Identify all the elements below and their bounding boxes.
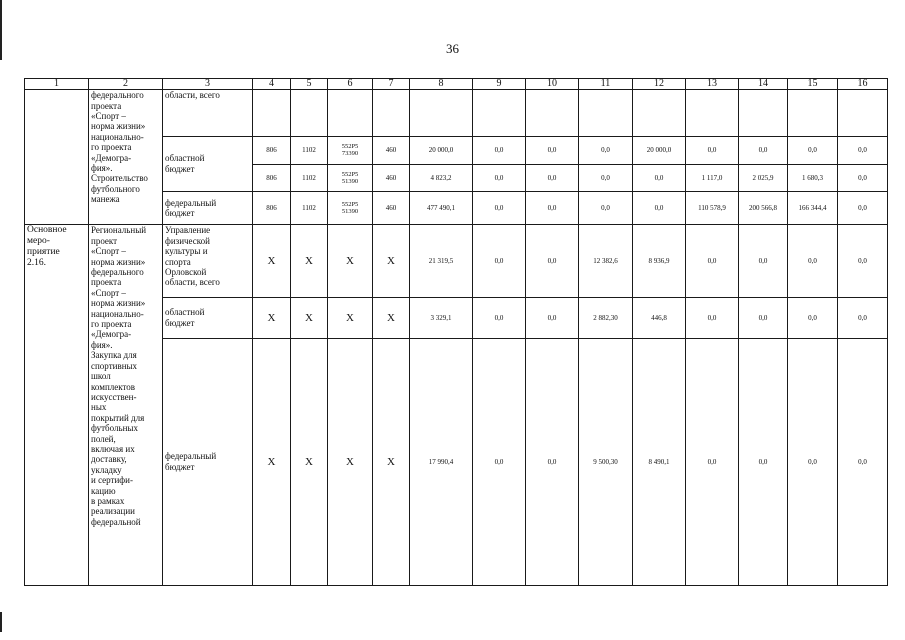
value-cell: 0,0 — [788, 298, 838, 338]
value-cell: Х — [373, 338, 410, 585]
value-cell: Х — [291, 298, 328, 338]
value-cell: 200 566,8 — [739, 192, 788, 225]
value-cell: Х — [253, 298, 291, 338]
value-cell: 12 382,6 — [579, 225, 633, 298]
value-cell: 17 990,4 — [410, 338, 473, 585]
value-cell: 0,0 — [788, 136, 838, 164]
value-cell: 477 490,1 — [410, 192, 473, 225]
value-cell: 0,0 — [838, 225, 888, 298]
value-cell: 0,0 — [686, 225, 739, 298]
value-cell: 0,0 — [473, 338, 526, 585]
value-cell: 552P5 51390 — [328, 192, 373, 225]
value-cell: 460 — [373, 164, 410, 191]
value-cell: 0,0 — [526, 298, 579, 338]
value-cell: 460 — [373, 192, 410, 225]
source-label: областной бюджет — [163, 298, 253, 338]
value-cell: 166 344,4 — [788, 192, 838, 225]
value-cell: 0,0 — [686, 136, 739, 164]
value-cell: 8 936,9 — [633, 225, 686, 298]
value-cell: 1102 — [291, 192, 328, 225]
value-cell: 20 000,0 — [410, 136, 473, 164]
empty-cell — [25, 90, 89, 225]
value-cell: 0,0 — [473, 136, 526, 164]
value-cell: 0,0 — [473, 225, 526, 298]
table-row — [25, 225, 888, 298]
value-cell: 806 — [253, 192, 291, 225]
value-cell: 1102 — [291, 136, 328, 164]
budget-table — [24, 78, 888, 586]
value-cell: Х — [328, 338, 373, 585]
table-row — [25, 90, 888, 136]
value-cell: 0,0 — [633, 164, 686, 191]
value-cell: 0,0 — [788, 338, 838, 585]
value-cell: 0,0 — [526, 225, 579, 298]
value-cell: 0,0 — [473, 192, 526, 225]
value-cell: 110 578,9 — [686, 192, 739, 225]
value-cell: 2 882,30 — [579, 298, 633, 338]
page-number: 36 — [446, 41, 459, 56]
value-cell: 0,0 — [526, 164, 579, 191]
source-label: федеральный бюджет — [163, 338, 253, 585]
value-cell: 1102 — [291, 164, 328, 191]
value-cell: Х — [253, 225, 291, 298]
header-cell: 11 — [579, 79, 633, 90]
value-cell: 806 — [253, 136, 291, 164]
value-cell: 9 500,30 — [579, 338, 633, 585]
header-cell: 7 — [373, 79, 410, 90]
value-cell: 806 — [253, 164, 291, 191]
value-cell: 0,0 — [526, 338, 579, 585]
header-cell: 3 — [163, 79, 253, 90]
value-cell: Х — [373, 225, 410, 298]
value-cell: 0,0 — [579, 192, 633, 225]
value-cell: 20 000,0 — [633, 136, 686, 164]
header-cell: 13 — [686, 79, 739, 90]
header-cell: 4 — [253, 79, 291, 90]
header-cell: 10 — [526, 79, 579, 90]
header-cell: 12 — [633, 79, 686, 90]
project-description: Региональный проект «Спорт – норма жизни» федерального проекта «Спорт – норма жизни» национально- го проекта «Демогра- фия». Закупка для спортивных школ комплектов искусствен- ных покрытий для футбольных полей, включая их доставку, укладку и сертифи- кацию в рамках реализации федеральной — [89, 225, 163, 586]
value-cell: 0,0 — [739, 338, 788, 585]
source-label: федеральный бюджет — [163, 192, 253, 225]
value-cell: Х — [328, 225, 373, 298]
source-label: области, всего — [163, 90, 253, 136]
value-cell: 446,8 — [633, 298, 686, 338]
left-edge-mark — [0, 612, 2, 632]
header-cell: 5 — [291, 79, 328, 90]
header-row — [25, 79, 888, 90]
value-cell: 0,0 — [739, 225, 788, 298]
value-cell: 0,0 — [579, 164, 633, 191]
header-cell: 15 — [788, 79, 838, 90]
value-cell: Х — [373, 298, 410, 338]
value-cell: 0,0 — [739, 136, 788, 164]
header-cell: 6 — [328, 79, 373, 90]
value-cell: 0,0 — [788, 225, 838, 298]
header-cell: 2 — [89, 79, 163, 90]
header-cell: 16 — [838, 79, 888, 90]
value-cell: 0,0 — [838, 338, 888, 585]
project-description: федерального проекта «Спорт – норма жизни» национально- го проекта «Демогра- фия». Строительство футбольного манежа — [89, 90, 163, 225]
value-cell: Х — [291, 225, 328, 298]
value-cell: 0,0 — [686, 338, 739, 585]
value-cell: 0,0 — [526, 136, 579, 164]
value-cell: 1 680,3 — [788, 164, 838, 191]
value-cell: Х — [291, 338, 328, 585]
value-cell: 1 117,0 — [686, 164, 739, 191]
value-cell: 0,0 — [838, 164, 888, 191]
header-cell: 9 — [473, 79, 526, 90]
value-cell: 460 — [373, 136, 410, 164]
source-label: областной бюджет — [163, 136, 253, 192]
value-cell: 0,0 — [526, 192, 579, 225]
value-cell: 3 329,1 — [410, 298, 473, 338]
value-cell: 0,0 — [838, 298, 888, 338]
activity-title: Основное меро- приятие 2.16. — [25, 225, 89, 586]
value-cell: 0,0 — [838, 136, 888, 164]
value-cell: 0,0 — [686, 298, 739, 338]
header-cell: 8 — [410, 79, 473, 90]
value-cell: 8 490,1 — [633, 338, 686, 585]
value-cell: 21 319,5 — [410, 225, 473, 298]
value-cell: 0,0 — [473, 164, 526, 191]
value-cell: 0,0 — [473, 298, 526, 338]
header-cell: 14 — [739, 79, 788, 90]
value-cell: 2 025,9 — [739, 164, 788, 191]
value-cell: 4 823,2 — [410, 164, 473, 191]
value-cell: 0,0 — [739, 298, 788, 338]
value-cell: 552P5 51390 — [328, 164, 373, 191]
value-cell: 0,0 — [633, 192, 686, 225]
value-cell: Х — [328, 298, 373, 338]
header-cell: 1 — [25, 79, 89, 90]
value-cell: Х — [253, 338, 291, 585]
source-label: Управление физической культуры и спорта Орловской области, всего — [163, 225, 253, 298]
value-cell: 0,0 — [579, 136, 633, 164]
value-cell: 552P5 73390 — [328, 136, 373, 164]
value-cell: 0,0 — [838, 192, 888, 225]
